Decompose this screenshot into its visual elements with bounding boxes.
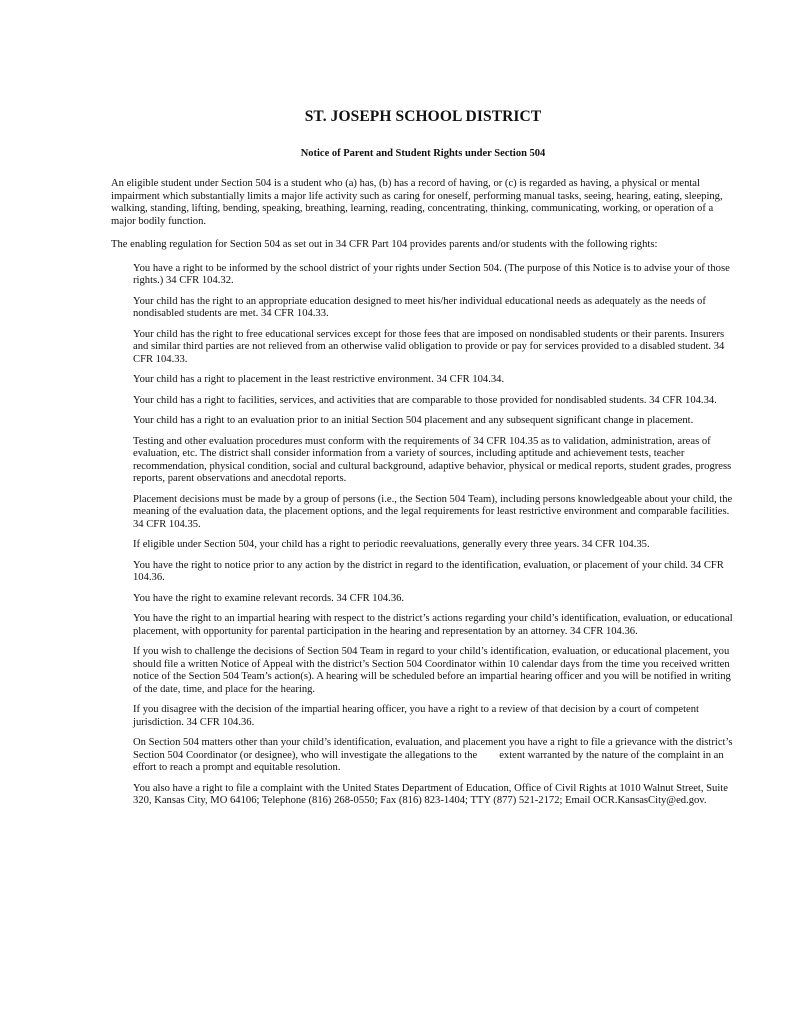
right-appropriate-education: Your child has the right to an appropriate education designed to meet his/her individual educational needs as adequately as the needs of nondisabled students are met. 34 CFR 104.33. (133, 295, 706, 319)
right-informed: You have a right to be informed by the school district of your rights under Section 504. (The purpose of this Notice is to advise your of those rights.) 34 CFR 104.32. (133, 262, 730, 286)
right-appeal: If you wish to challenge the decisions of Section 504 Team in regard to your child’s identification, evaluation, or educational placement, you should file a written Notice of Appeal with the district’s Section 504 Coordinator within 10 calendar days from the time you received written notice of the Section 504 Team’s action(s). A hearing will be scheduled before an impartial hearing officer and you will be notified in writing of the date, time, and place for the hearing. (133, 646, 731, 695)
intro-paragraph: An eligible student under Section 504 is a student who (a) has, (b) has a record of having, or (c) is regarded as having, a physical or mental impairment which substantially limits a major life activity such as caring for oneself, performing manual tasks, seeing, hearing, eating, sleeping, walking, standing, lifting, bending, speaking, breathing, learning, reading, concentrating, thinking, communicating, working, or operation of a major bodily function. (111, 178, 723, 227)
rights-list (111, 263, 735, 808)
grievance-text-2: extent warranted by the nature of the complaint in an effort to reach a prompt and equitable resolution. (133, 749, 724, 773)
right-least-restrictive: Your child has a right to placement in the least restrictive environment. 34 CFR 104.34. (133, 374, 505, 385)
right-comparable-facilities: Your child has a right to facilities, services, and activities that are comparable to those provided for nondisabled students. 34 CFR 104.34. (133, 394, 717, 406)
document-title: ST. JOSEPH SCHOOL DISTRICT (304, 108, 542, 125)
right-ocr-complaint: You also have a right to file a complaint with the United States Department of Education, Office of Civil Rights at 1010 Walnut Street, Suite 320, Kansas City, MO 64106; Telephone (816) 268-0550; Fax (816) 823-1404; TTY (877) 521-2172; Email OCR.KansasCity@ed.gov. (133, 782, 728, 806)
enabling-paragraph: The enabling regulation for Section 504 as set out in 34 CFR Part 104 provides parents and/or students with the following rights: (111, 239, 658, 250)
grievance-text-1: On Section 504 matters other than your child’s identification, evaluation, and placement you have a right to file a grievance with the district’s Section 504 Coordinator (or designee), who will investigate the allegations to the (133, 737, 733, 761)
right-free-services: Your child has the right to free educational services except for those fees that are imposed on nondisabled students or their parents. Insurers and similar third parties are not relieved from an otherwise valid obligation to provide or pay for services provided to a disabled student. 34 CFR 104.33. (133, 328, 725, 365)
right-grievance (133, 737, 735, 775)
right-examine-records: You have the right to examine relevant records. 34 CFR 104.36. (133, 592, 405, 604)
document-page (111, 108, 735, 816)
right-evaluation: Your child has a right to an evaluation prior to an initial Section 504 placement and any subsequent significant change in placement. (133, 415, 694, 426)
right-testing-procedures: Testing and other evaluation procedures must conform with the requirements of 34 CFR 104.35 as to validation, administration, areas of evaluation, etc. The district shall consider information from a variety of sources, including aptitude and achievement tests, teacher recommendation, physical condition, social and cultural background, adaptive behavior, physical or medical reports, student grades, progress reports, parent observations and anecdotal reports. (133, 435, 732, 484)
right-prior-notice: You have the right to notice prior to any action by the district in regard to the identification, evaluation, or placement of your child. 34 CFR 104.36. (133, 559, 724, 583)
right-court-review: If you disagree with the decision of the impartial hearing officer, you have a right to a review of that decision by a court of competent jurisdiction. 34 CFR 104.36. (133, 704, 699, 728)
right-placement-decisions: Placement decisions must be made by a group of persons (i.e., the Section 504 Team), including persons knowledgeable about your child, the meaning of the evaluation data, the placement options, and the legal requirements for least restrictive environment and comparable facilities. 34 CFR 104.35. (133, 493, 733, 530)
document-subtitle: Notice of Parent and Student Rights under Section 504 (300, 148, 546, 159)
right-impartial-hearing: You have the right to an impartial hearing with respect to the district’s actions regarding your child’s identification, evaluation, or educational placement, with opportunity for parental participation in the hearing and representation by an attorney. 34 CFR 104.36. (133, 613, 733, 637)
right-reevaluations: If eligible under Section 504, your child has a right to periodic reevaluations, generally every three years. 34 CFR 104.35. (133, 539, 650, 550)
